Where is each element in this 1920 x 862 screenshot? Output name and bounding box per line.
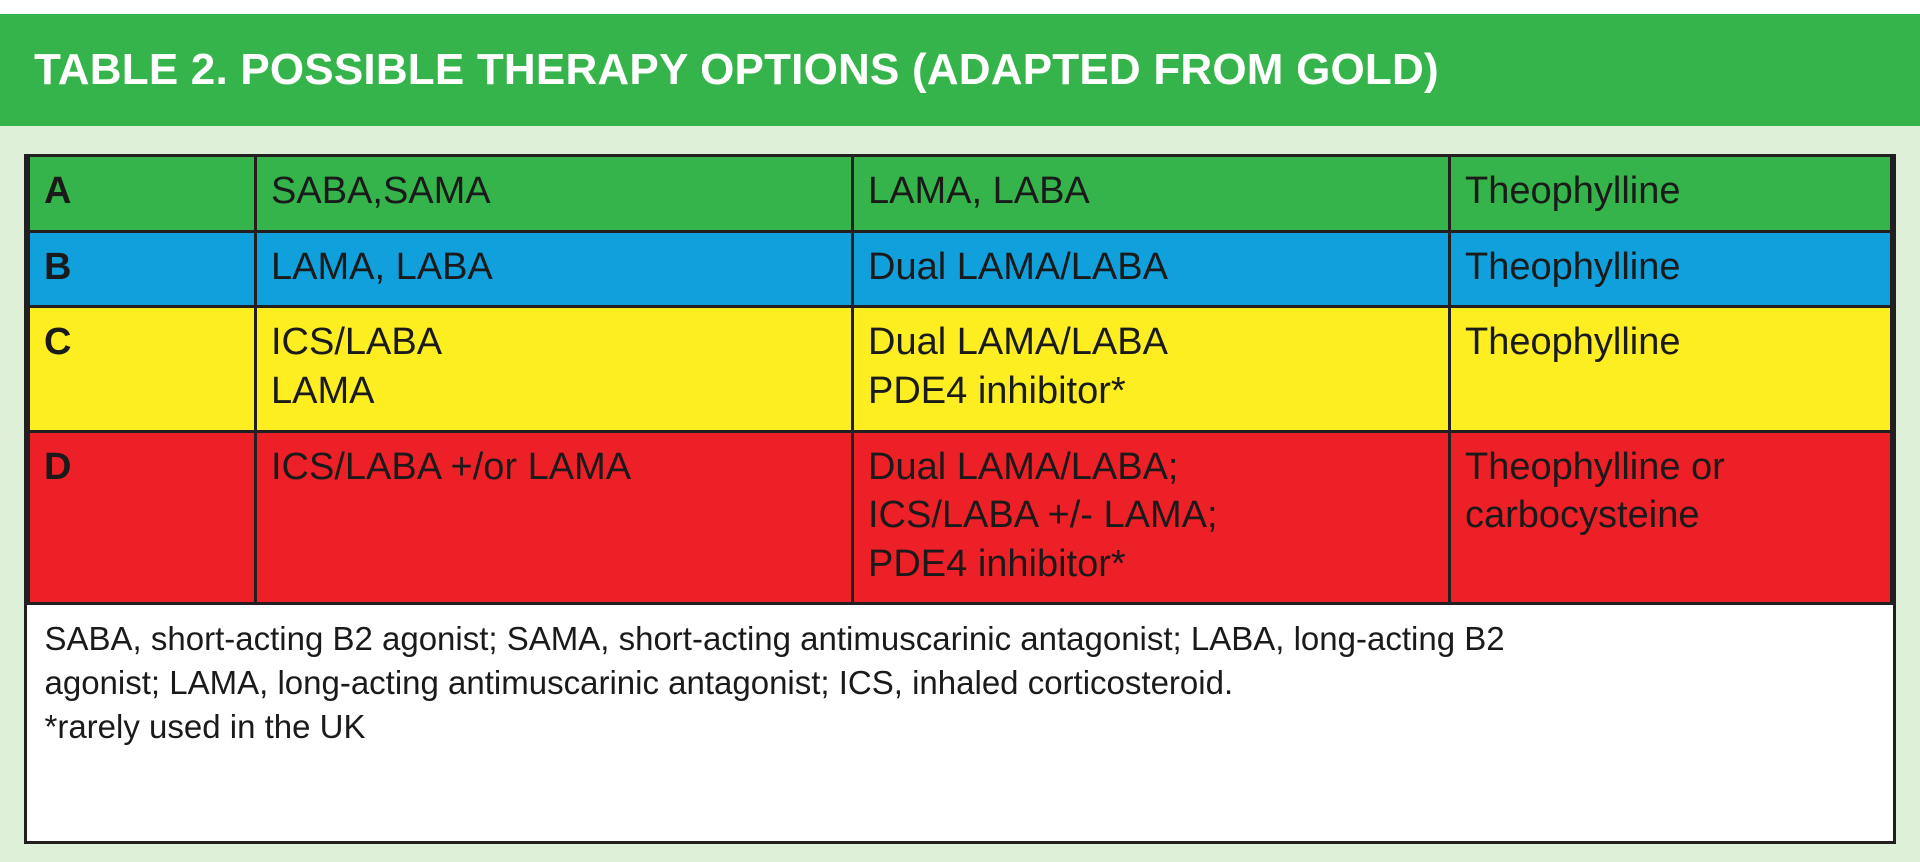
table-title-bar [0,14,1920,126]
row-c-alternative [1450,307,1892,431]
row-grade-d: D [29,431,256,604]
table-footnote-row [29,604,1892,765]
therapy-table-container [24,154,1896,844]
cell-line: PDE4 inhibitor* [868,369,1126,412]
cell-line: Theophylline [1465,321,1681,364]
cell-line: Theophylline or [1465,445,1725,488]
cell-line: LAMA, LABA [868,170,1090,212]
footnote-line-3: *rarely used in the UK [44,708,366,746]
table-row [29,307,1892,431]
row-grade-a: A [29,157,256,231]
cell-line: ICS/LABA +/- LAMA; [868,494,1218,537]
cell-line: carbocysteine [1465,494,1700,537]
cell-line: Theophylline [1465,170,1681,212]
table-row [29,231,1892,307]
cell-line: Dual LAMA/LABA [868,245,1168,288]
row-b-first-choice [256,231,853,307]
cell-line: Dual LAMA/LABA; [868,445,1179,488]
table-footnote [29,604,1892,765]
row-d-second-choice [853,431,1450,604]
row-a-first-choice [256,157,853,231]
row-d-alternative [1450,431,1892,604]
row-b-alternative [1450,231,1892,307]
cell-line: Theophylline [1465,245,1681,288]
footnote-line-2: agonist; LAMA, long-acting antimuscarinic antagonist; ICS, inhaled corticosteroid. [44,664,1234,702]
row-c-first-choice [256,307,853,431]
therapy-table [27,157,1893,765]
cell-line: ICS/LABA [271,321,443,364]
table-title: TABLE 2. POSSIBLE THERAPY OPTIONS (ADAPTED FROM GOLD) [34,45,1439,94]
cell-line: LAMA, LABA [271,245,493,288]
cell-line: Dual LAMA/LABA [868,321,1168,364]
row-a-alternative [1450,157,1892,231]
row-b-second-choice [853,231,1450,307]
table-row [29,431,1892,604]
footnote-line-1: SABA, short-acting B2 agonist; SAMA, short-acting antimuscarinic antagonist; LABA, long-acting B2 [44,620,1505,658]
row-grade-c: C [29,307,256,431]
table-outer-frame [0,14,1920,862]
row-c-second-choice [853,307,1450,431]
cell-line: LAMA [271,369,375,412]
row-d-first-choice [256,431,853,604]
row-a-second-choice [853,157,1450,231]
cell-line: PDE4 inhibitor* [868,542,1126,585]
cell-line: ICS/LABA +/or LAMA [271,445,632,488]
table-row [29,157,1892,231]
cell-line: SABA,SAMA [271,170,491,212]
row-grade-b: B [29,231,256,307]
